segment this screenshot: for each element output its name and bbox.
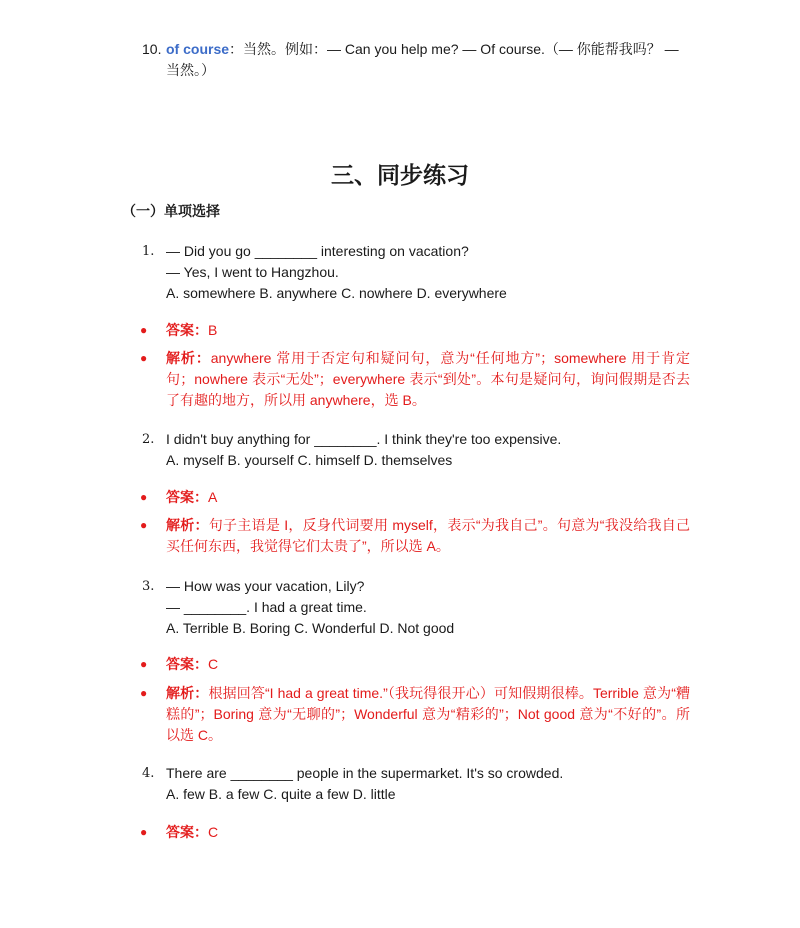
answer-value: C [208, 656, 219, 672]
explain-text: 根据回答“I had a great time.”（我玩得很开心）可知假期很棒。Terrible 意为“糟糕的”；Boring 意为“无聊的”；Wonderful 意为“精彩的”；Not good 意为“不好的”。所以选 C。 [166, 685, 691, 743]
explanation-2 [140, 515, 690, 557]
bullet-icon: ● [140, 686, 148, 700]
answer-label: 答案： [166, 322, 208, 338]
section-title: 三、同步练习 [331, 163, 469, 189]
item-number: 10. [142, 41, 162, 57]
vocab-explanation: ：当然。例如：— Can you help me? — Of course.（— 你能帮我吗？ — 当然。） [166, 41, 679, 78]
keyword-phrase: of course [166, 41, 230, 57]
answer-label: 答案： [166, 824, 208, 840]
bullet-icon: ● [140, 518, 148, 532]
subsection-title: （一）单项选择 [122, 203, 220, 219]
question-line: There are ________ people in the supermarket. It's so crowded. [166, 765, 564, 781]
answer-2 [140, 487, 690, 508]
options-line: A. somewhere B. anywhere C. nowhere D. everywhere [166, 285, 507, 301]
explain-text: anywhere 常用于否定句和疑问句，意为“任何地方”；somewhere 用于肯定句；nowhere 表示“无处”；everywhere 表示“到处”。本句是疑问句，询问假期是否去了有趣的地方，所以用 anywhere，选 B。 [166, 350, 690, 408]
answer-1 [140, 320, 690, 341]
question-number: 3. [142, 579, 155, 594]
answer-label: 答案： [166, 489, 208, 505]
question-3 [142, 576, 702, 639]
question-number: 1. [142, 244, 155, 259]
answer-value: A [208, 489, 218, 505]
explanation-1 [140, 348, 690, 411]
answer-3 [140, 654, 690, 675]
bullet-icon: ● [140, 825, 148, 839]
question-line: — ________. I had a great time. [166, 599, 367, 615]
question-line: — Yes, I went to Hangzhou. [166, 264, 339, 280]
question-2 [142, 429, 702, 471]
question-line: — Did you go ________ interesting on vacation? [166, 243, 469, 259]
bullet-icon: ● [140, 657, 148, 671]
question-1 [142, 241, 702, 304]
question-number: 2. [142, 432, 155, 447]
question-line: I didn't buy anything for ________. I think they're too expensive. [166, 431, 562, 447]
options-line: A. Terrible B. Boring C. Wonderful D. Not good [166, 620, 455, 636]
options-line: A. myself B. yourself C. himself D. themselves [166, 452, 453, 468]
explain-label: 解析： [166, 685, 209, 701]
vocab-item-10 [142, 39, 690, 81]
bullet-icon: ● [140, 490, 148, 504]
explanation-3 [140, 683, 690, 746]
options-line: A. few B. a few C. quite a few D. little [166, 786, 396, 802]
question-line: — How was your vacation, Lily? [166, 578, 365, 594]
question-number: 4. [142, 766, 155, 781]
answer-value: C [208, 824, 219, 840]
question-4 [142, 763, 702, 805]
explain-text: 句子主语是 I，反身代词要用 myself，表示“为我自己”。句意为“我没给我自己买任何东西，我觉得它们太贵了”，所以选 A。 [166, 517, 690, 554]
answer-label: 答案： [166, 656, 208, 672]
answer-4 [140, 822, 690, 843]
explain-label: 解析： [166, 517, 209, 533]
bullet-icon: ● [140, 351, 148, 365]
answer-value: B [208, 322, 218, 338]
explain-label: 解析： [166, 350, 211, 366]
bullet-icon: ● [140, 323, 148, 337]
